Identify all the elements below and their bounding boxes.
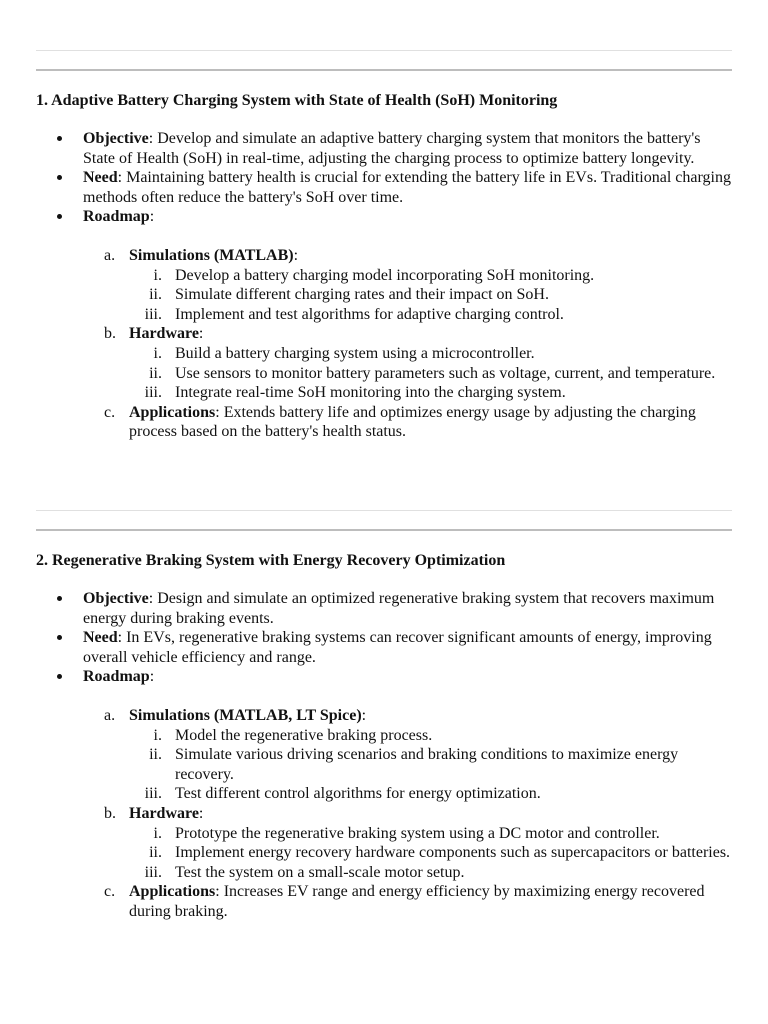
roadmap-item-applications: [36, 403, 732, 442]
sub-item-text: Simulate different charging rates and their impact on SoH.: [175, 286, 549, 304]
sub-item-text: Test different control algorithms for energy optimization.: [175, 785, 541, 803]
list-marker: ii.: [149, 286, 162, 304]
sub-list: [129, 344, 732, 403]
roadmap-text: :: [361, 706, 367, 724]
sub-item: [129, 745, 732, 784]
bullet-text: : Maintaining battery health is crucial for extending the battery life in EVs. Traditional charging methods often reduce the battery's SoH over time.: [83, 169, 731, 206]
bullet-text: :: [149, 208, 155, 226]
roadmap-text: :: [198, 804, 204, 822]
sub-item: [129, 824, 732, 844]
list-marker: i.: [153, 266, 162, 284]
bullet-dot-icon: [57, 596, 62, 601]
sub-item: [129, 863, 732, 883]
roadmap-item-simulations: [36, 706, 732, 804]
section-heading: 1. Adaptive Battery Charging System with State of Health (SoH) Monitoring: [36, 92, 558, 109]
section-2: [36, 551, 732, 922]
section-1: [36, 91, 732, 442]
divider-dark: [36, 69, 732, 71]
divider-light: [36, 510, 732, 511]
roadmap-item-hardware: [36, 804, 732, 882]
bullet-list: [36, 129, 732, 227]
roadmap-item-simulations: [36, 246, 732, 324]
bullet-roadmap: [36, 207, 732, 227]
list-marker: iii.: [144, 384, 162, 402]
sub-list: [129, 726, 732, 804]
list-marker: iii.: [144, 305, 162, 323]
bullet-text: : Develop and simulate an adaptive battery charging system that monitors the battery's State of Health (SoH) in real-time, adjusting the charging process to optimize battery longevity.: [83, 130, 701, 167]
sub-item-text: Model the regenerative braking process.: [175, 726, 433, 744]
sub-item: [129, 726, 732, 746]
divider-dark: [36, 529, 732, 531]
bullet-label: Roadmap: [83, 668, 150, 686]
sub-item: [129, 784, 732, 804]
list-marker: i.: [153, 344, 162, 362]
bullet-need: [36, 628, 732, 667]
roadmap-text: :: [293, 246, 299, 264]
sub-item: [129, 305, 732, 325]
roadmap-label: Simulations (MATLAB, LT Spice): [129, 706, 362, 724]
sub-item: [129, 364, 732, 384]
list-marker: iii.: [144, 863, 162, 881]
bullet-roadmap: [36, 667, 732, 687]
sub-item-text: Implement and test algorithms for adaptive charging control.: [175, 305, 564, 323]
roadmap-label: Applications: [129, 883, 216, 901]
sub-item-text: Test the system on a small-scale motor setup.: [175, 863, 465, 881]
roadmap-text: : Increases EV range and energy efficiency by maximizing energy recovered during braking.: [129, 883, 705, 920]
bullet-dot-icon: [57, 175, 62, 180]
sub-list: [129, 824, 732, 883]
bullet-dot-icon: [57, 635, 62, 640]
roadmap-list: [36, 246, 732, 442]
bullet-objective: [36, 589, 732, 628]
roadmap-label: Simulations (MATLAB): [129, 246, 294, 264]
bullet-label: Need: [83, 629, 118, 647]
bullet-label: Objective: [83, 590, 149, 607]
list-marker: iii.: [144, 785, 162, 803]
sub-item: [129, 285, 732, 305]
list-marker: i.: [153, 726, 162, 744]
sub-item-text: Use sensors to monitor battery parameters such as voltage, current, and temperature.: [175, 364, 716, 382]
bullet-dot-icon: [57, 214, 62, 219]
roadmap-label: Hardware: [129, 325, 199, 343]
list-marker: c.: [104, 403, 116, 421]
roadmap-text: :: [198, 325, 204, 343]
bullet-list: [36, 589, 732, 687]
roadmap-item-applications: [36, 882, 732, 921]
list-marker: ii.: [149, 364, 162, 382]
list-marker: ii.: [149, 746, 162, 764]
bullet-dot-icon: [57, 674, 62, 679]
bullet-text: :: [149, 668, 155, 686]
roadmap-label: Applications: [129, 403, 216, 421]
divider-light: [36, 50, 732, 51]
bullet-dot-icon: [57, 136, 62, 141]
roadmap-item-hardware: [36, 324, 732, 402]
list-marker: b.: [104, 325, 116, 343]
sub-item-text: Build a battery charging system using a microcontroller.: [175, 344, 535, 362]
bullet-objective: [36, 129, 732, 168]
sub-item-text: Simulate various driving scenarios and braking conditions to maximize energy recovery.: [175, 746, 679, 783]
sub-item: [129, 843, 732, 863]
sub-item-text: Prototype the regenerative braking system using a DC motor and controller.: [175, 824, 660, 842]
list-marker: c.: [104, 883, 116, 901]
sub-item: [129, 383, 732, 403]
bullet-label: Objective: [83, 130, 149, 147]
sub-item-text: Develop a battery charging model incorporating SoH monitoring.: [175, 266, 595, 284]
bullet-text: : Design and simulate an optimized regenerative braking system that recovers maximum energy during braking events.: [83, 590, 715, 627]
section-heading: 2. Regenerative Braking System with Energy Recovery Optimization: [36, 552, 506, 569]
bullet-label: Roadmap: [83, 208, 150, 226]
list-marker: a.: [104, 246, 116, 264]
sub-item-text: Integrate real-time SoH monitoring into the charging system.: [175, 384, 566, 402]
bullet-text: : In EVs, regenerative braking systems can recover significant amounts of energy, improving overall vehicle efficiency and range.: [83, 629, 712, 666]
sub-item: [129, 344, 732, 364]
roadmap-text: : Extends battery life and optimizes energy usage by adjusting the charging process based on the battery's health status.: [129, 403, 696, 441]
sub-list: [129, 266, 732, 325]
bullet-label: Need: [83, 169, 118, 187]
list-marker: i.: [153, 824, 162, 842]
sub-item: [129, 266, 732, 286]
list-marker: ii.: [149, 844, 162, 862]
list-marker: a.: [104, 706, 116, 724]
bullet-need: [36, 168, 732, 207]
list-marker: b.: [104, 804, 116, 822]
roadmap-label: Hardware: [129, 804, 199, 822]
roadmap-list: [36, 706, 732, 922]
sub-item-text: Implement energy recovery hardware components such as supercapacitors or batteries.: [175, 844, 731, 862]
